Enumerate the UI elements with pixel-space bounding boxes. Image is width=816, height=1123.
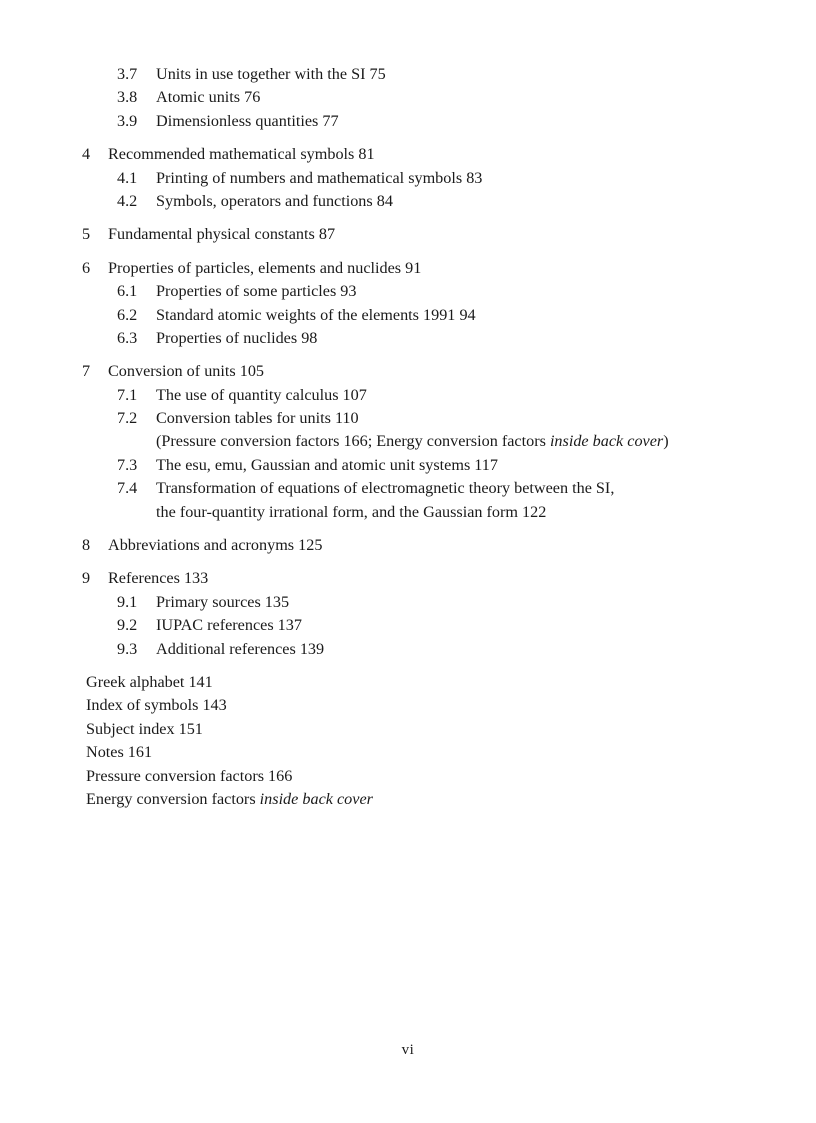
toc-subject-index[interactable]	[0, 718, 816, 741]
section-note	[156, 430, 669, 453]
toc-energy-conversion-factors[interactable]	[0, 788, 816, 811]
toc-chapter-5[interactable]	[0, 223, 816, 246]
section-title: The esu, emu, Gaussian and atomic unit systems 117	[156, 455, 498, 474]
section-number: 6.1	[117, 282, 138, 301]
toc-notes[interactable]	[0, 741, 816, 764]
section-title: Properties of some particles 93	[156, 282, 357, 301]
chapter-title: Fundamental physical constants 87	[108, 225, 336, 244]
chapter-number: 6	[82, 258, 91, 277]
toc-entry-7-3[interactable]	[0, 454, 816, 477]
section-number: 7.4	[117, 479, 138, 498]
section-number: 3.8	[117, 88, 138, 107]
chapter-number: 8	[82, 536, 91, 555]
section-number: 7.1	[117, 385, 138, 404]
section-title: Symbols, operators and functions 84	[156, 191, 393, 210]
toc-entry-9-2[interactable]	[0, 614, 816, 637]
toc-entry-7-1[interactable]	[0, 384, 816, 407]
section-number: 6.2	[117, 305, 138, 324]
chapter-title: Recommended mathematical symbols 81	[108, 145, 375, 164]
section-title: Additional references 139	[156, 639, 325, 658]
section-title: Atomic units 76	[156, 88, 261, 107]
section-title-continued: the four-quantity irrational form, and the Gaussian form 122	[156, 502, 547, 521]
toc-entry-7-4[interactable]	[0, 477, 816, 500]
chapter-title: References 133	[108, 569, 209, 588]
back-matter-title: Subject index 151	[86, 719, 203, 738]
toc-chapter-4[interactable]	[0, 143, 816, 166]
chapter-title: Conversion of units 105	[108, 362, 265, 381]
toc-greek-alphabet[interactable]	[0, 671, 816, 694]
section-number: 6.3	[117, 328, 138, 347]
energy-prefix: Energy conversion factors	[86, 789, 260, 808]
toc-chapter-8[interactable]	[0, 534, 816, 557]
toc-entry-3-7[interactable]	[0, 63, 816, 86]
toc-entry-6-3[interactable]	[0, 327, 816, 350]
toc-entry-9-3[interactable]	[0, 638, 816, 661]
toc-entry-9-1[interactable]	[0, 591, 816, 614]
section-title: Properties of nuclides 98	[156, 328, 318, 347]
section-number: 4.2	[117, 191, 138, 210]
note-italic: inside back cover	[549, 432, 664, 451]
back-matter-title: Notes 161	[86, 743, 153, 762]
section-title: IUPAC references 137	[156, 616, 302, 635]
section-number: 7.3	[117, 455, 138, 474]
section-title: Transformation of equations of electromagnetic theory between the SI,	[156, 479, 615, 498]
page-number: vi	[401, 1042, 415, 1058]
section-number: 3.7	[117, 65, 138, 83]
section-number: 3.9	[117, 111, 138, 130]
back-matter-title: Greek alphabet 141	[86, 672, 213, 691]
section-title: The use of quantity calculus 107	[156, 385, 367, 404]
chapter-title: Abbreviations and acronyms 125	[108, 536, 323, 555]
toc-entry-4-2[interactable]	[0, 190, 816, 213]
section-number: 9.2	[117, 616, 138, 635]
section-title: Standard atomic weights of the elements 1991 94	[156, 305, 476, 324]
toc-entry-6-1[interactable]	[0, 280, 816, 303]
chapter-title: Properties of particles, elements and nuclides 91	[108, 258, 422, 277]
section-title: Printing of numbers and mathematical symbols 83	[156, 168, 483, 187]
toc-index-of-symbols[interactable]	[0, 694, 816, 717]
toc-entry-7-2-note	[0, 430, 816, 453]
back-matter-title	[86, 788, 373, 811]
table-of-contents	[0, 63, 816, 811]
section-title: Primary sources 135	[156, 592, 290, 611]
toc-entry-7-4-continued[interactable]	[0, 501, 816, 524]
toc-entry-3-9[interactable]	[0, 110, 816, 133]
section-number: 9.1	[117, 592, 138, 611]
toc-entry-3-8[interactable]	[0, 86, 816, 109]
note-prefix: (Pressure conversion factors 166; Energy conversion factors	[156, 432, 550, 451]
toc-entry-6-2[interactable]	[0, 304, 816, 327]
section-number: 4.1	[117, 168, 138, 187]
section-number: 9.3	[117, 639, 138, 658]
section-title: Conversion tables for units 110	[156, 409, 359, 428]
section-title: Units in use together with the SI 75	[156, 65, 386, 83]
toc-entry-4-1[interactable]	[0, 167, 816, 190]
chapter-number: 5	[82, 225, 91, 244]
toc-chapter-7[interactable]	[0, 360, 816, 383]
note-suffix: )	[663, 432, 669, 451]
back-matter-title: Pressure conversion factors 166	[86, 766, 293, 785]
energy-italic: inside back cover	[259, 789, 373, 808]
toc-chapter-6[interactable]	[0, 257, 816, 280]
chapter-number: 4	[82, 145, 91, 164]
chapter-number: 7	[82, 362, 91, 381]
toc-chapter-9[interactable]	[0, 567, 816, 590]
back-matter-title: Index of symbols 143	[86, 696, 227, 715]
toc-pressure-conversion-factors[interactable]	[0, 765, 816, 788]
toc-entry-7-2[interactable]	[0, 407, 816, 430]
section-title: Dimensionless quantities 77	[156, 111, 339, 130]
chapter-number: 9	[82, 569, 91, 588]
section-number: 7.2	[117, 409, 138, 428]
